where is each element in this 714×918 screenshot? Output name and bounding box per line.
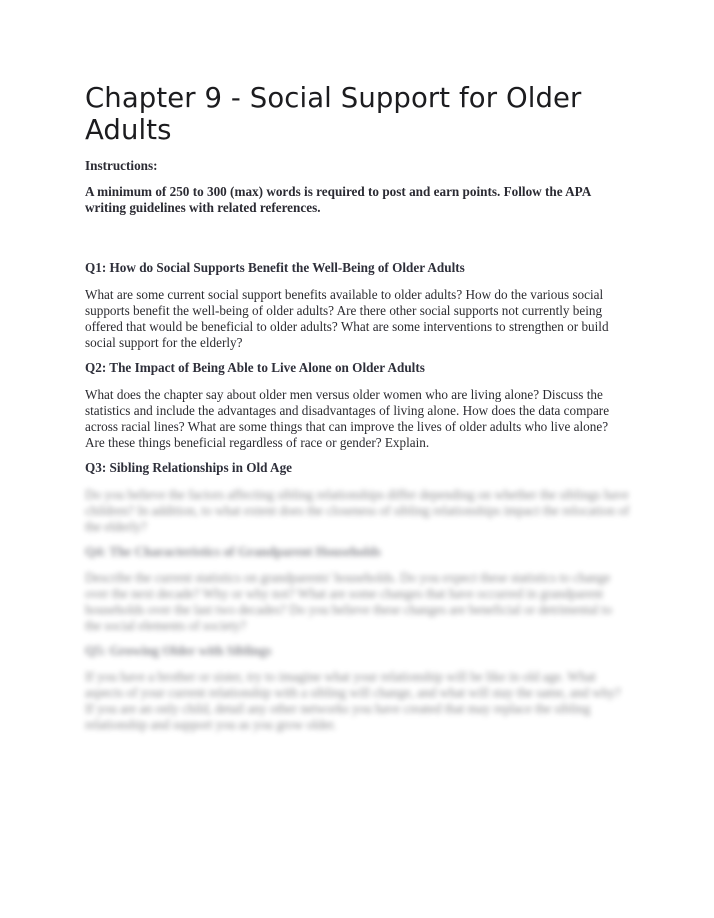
question-block-1 — [85, 260, 630, 351]
question-block-4 — [85, 544, 630, 634]
question-heading: Q1: How do Social Supports Benefit the Well-Being of Older Adults — [85, 260, 465, 275]
question-body-blurred: Do you believe the factors affecting sibling relationships differ depending on whether the siblings have children? In addition, to what extent does the closeness of sibling relationships impact the relocation of the elderly? — [85, 487, 630, 534]
question-heading: Q2: The Impact of Being Able to Live Alone on Older Adults — [85, 360, 425, 375]
question-body: What does the chapter say about older men versus older women who are living alone? Discuss the statistics and include the advantages and disadvantages of living alone. How does the data compare across racial lines? What are some things that can improve the lives of older adults who live alone? Are these things beneficial regardless of race or gender? Explain. — [85, 387, 610, 450]
question-body-blurred: Describe the current statistics on grandparents' households. Do you expect these statistics to change over the next decade? Why or why not? What are some changes that have occurred in grandparent households over the last two decades? Do you believe these changes are beneficial or detrimental to the social elements of society? — [85, 570, 612, 633]
question-block-5 — [85, 643, 630, 733]
page-title: Chapter 9 - Social Support for Older Adults — [85, 82, 582, 146]
instructions-label: Instructions: — [85, 158, 158, 173]
question-heading-blurred: Q4: The Characteristics of Grandparent Households — [85, 544, 381, 559]
instructions-text: A minimum of 250 to 300 (max) words is required to post and earn points. Follow the APA writing guidelines with related references. — [85, 184, 591, 215]
question-heading: Q3: Sibling Relationships in Old Age — [85, 460, 293, 475]
question-block-3 — [85, 460, 630, 535]
document-page — [85, 82, 630, 742]
question-heading-blurred: Q5: Growing Older with Siblings — [85, 643, 272, 658]
question-block-2 — [85, 360, 630, 451]
question-body-blurred: If you have a brother or sister, try to imagine what your relationship will be like in old age. What aspects of your current relationship with a sibling will change, and what will stay the same, and why? If you are an only child, detail any other networks you have created that may replace the sibling relationship and support you as you grow older. — [85, 669, 621, 732]
question-body: What are some current social support benefits available to older adults? How do the various social supports benefit the well-being of older adults? Are there other social supports not currently being offered that would be beneficial to older adults? What are some interventions to strengthen or build social support for the elderly? — [85, 287, 609, 350]
